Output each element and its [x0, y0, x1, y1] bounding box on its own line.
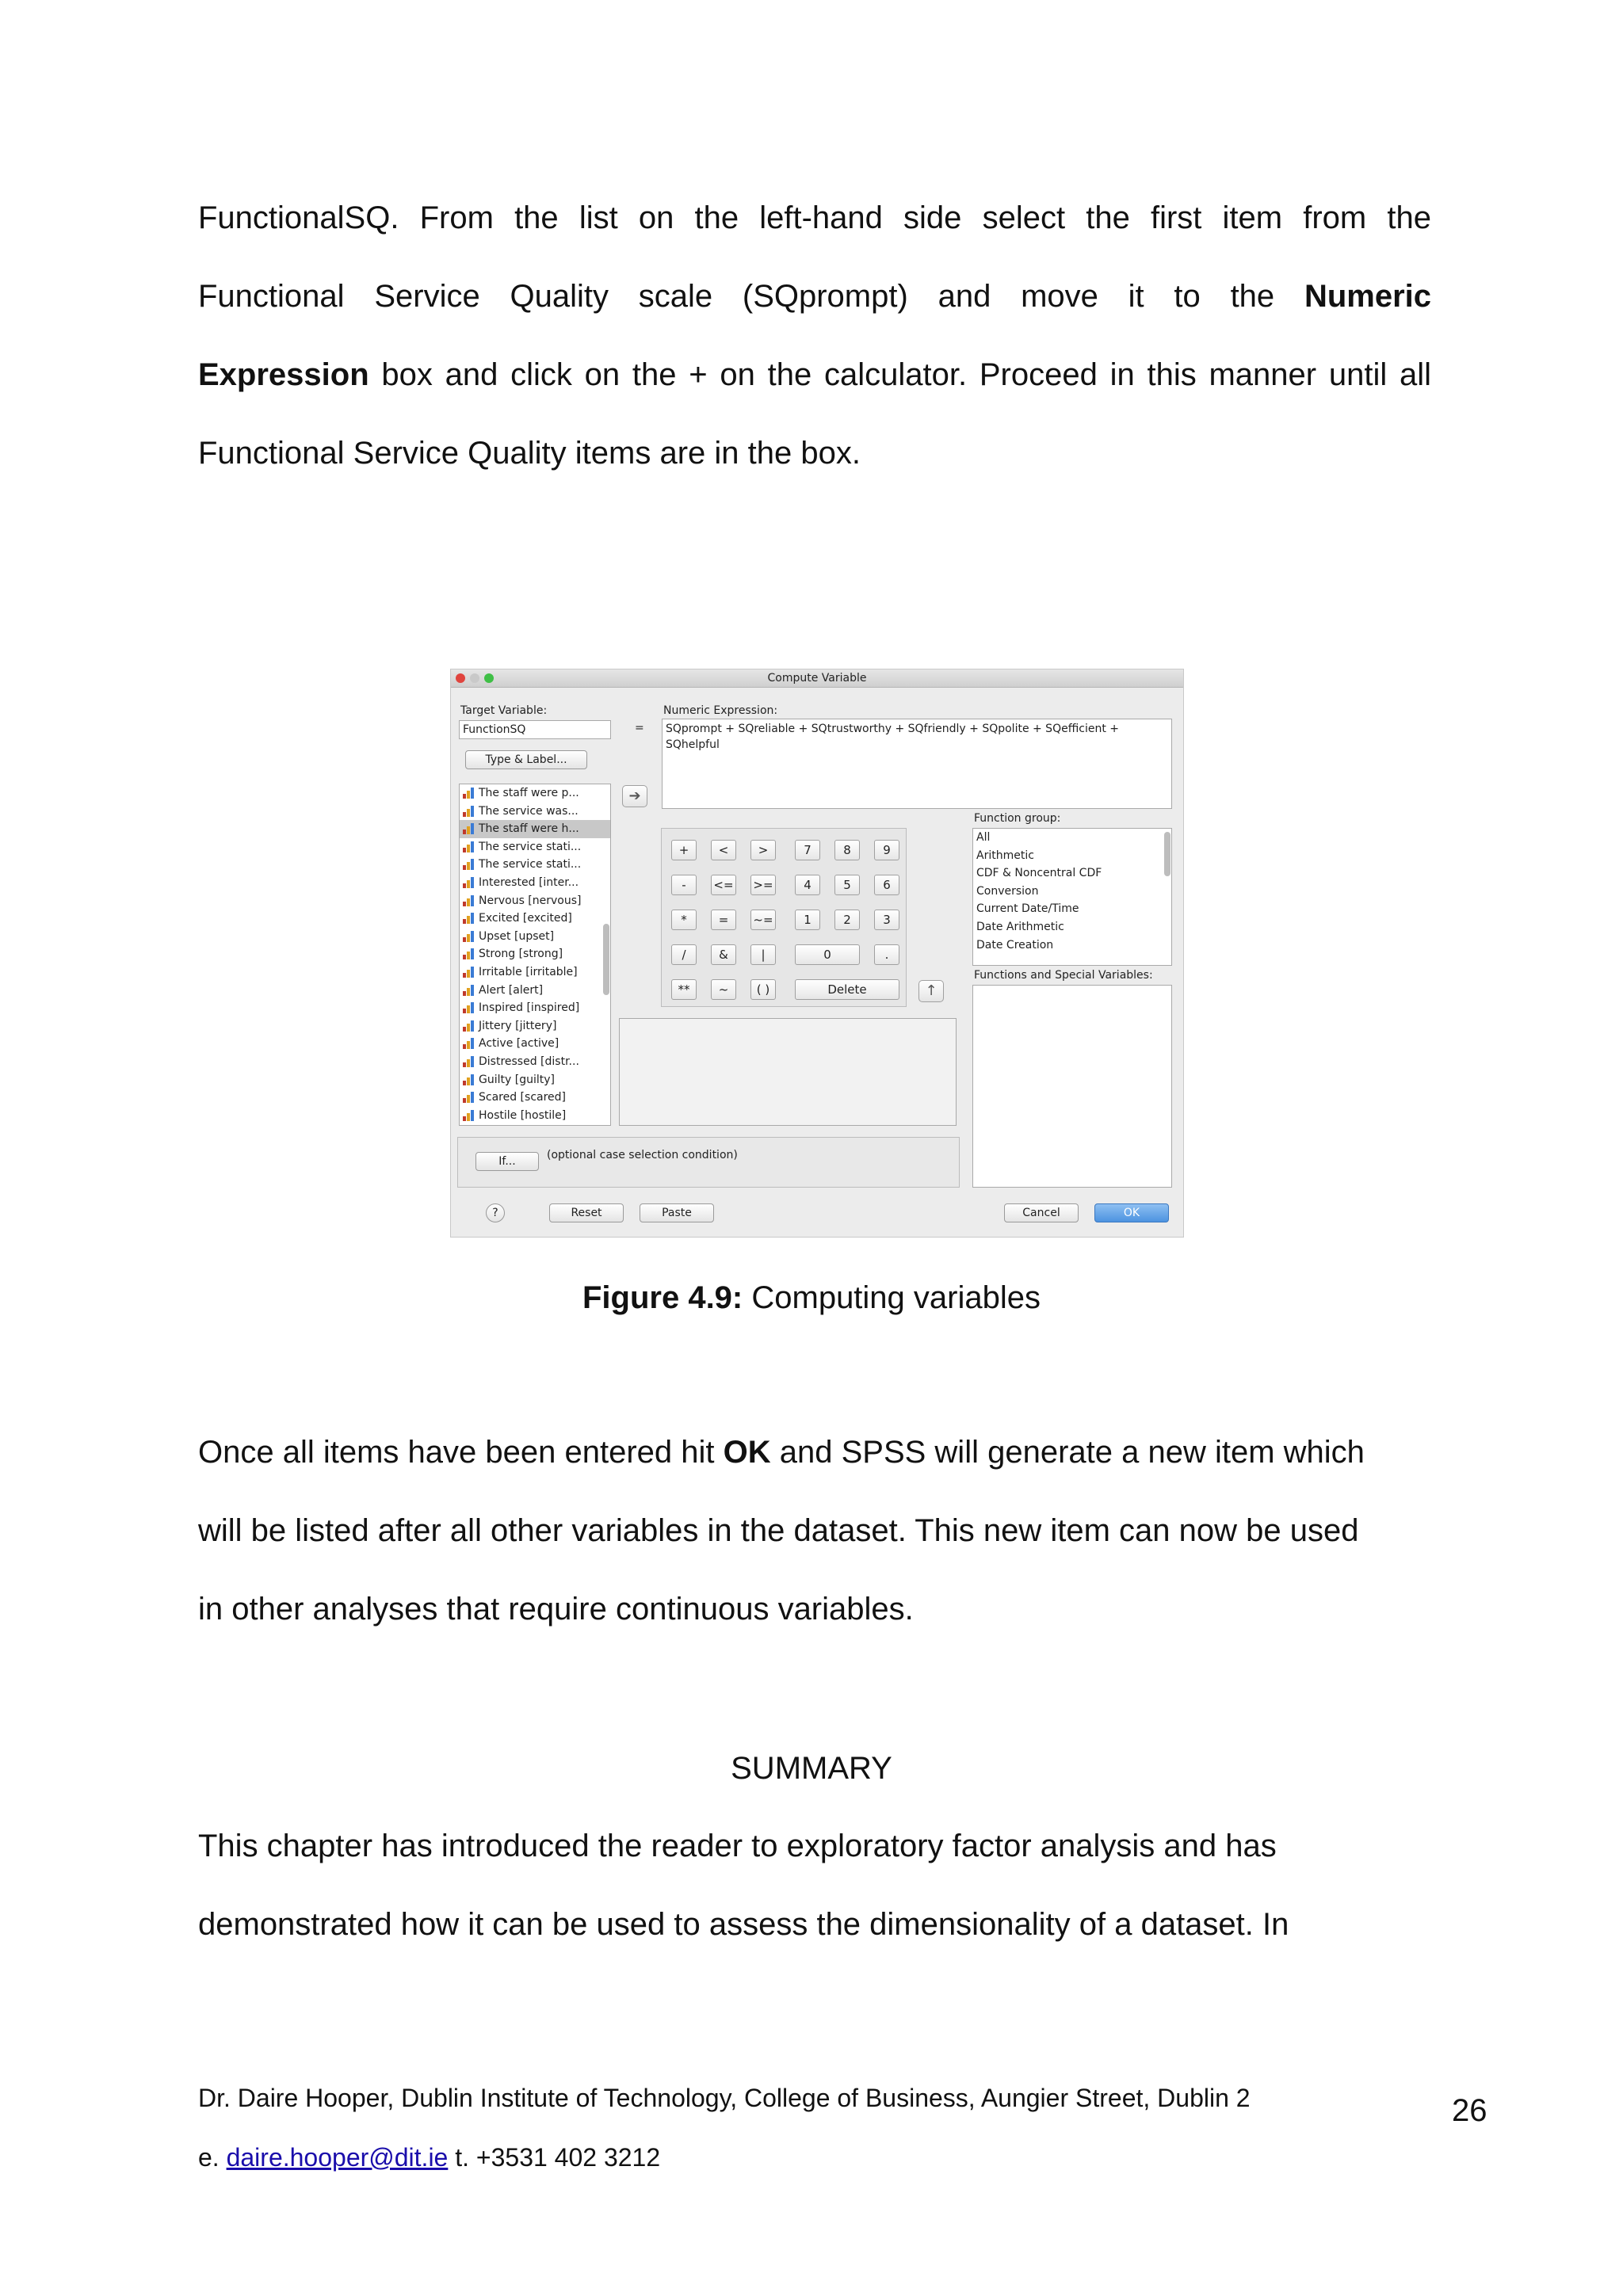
calculator-key[interactable]: 8	[834, 840, 860, 860]
scale-variable-icon	[463, 1110, 475, 1121]
scale-variable-icon	[463, 1092, 475, 1103]
functions-label: Functions and Special Variables:	[974, 969, 1153, 982]
minimize-window-button[interactable]	[470, 673, 479, 683]
scale-variable-icon	[463, 931, 475, 942]
variable-label: The service stati...	[479, 858, 582, 871]
target-variable-input[interactable]: FunctionSQ	[459, 720, 611, 739]
text-line: FunctionalSQ. From the list on the left-hand side select the first item from the	[198, 200, 1431, 235]
calculator-key[interactable]: 4	[795, 875, 820, 895]
variable-label: Excited [excited]	[479, 912, 572, 925]
figure-text: Computing variables	[743, 1280, 1041, 1315]
variable-label: Strong [strong]	[479, 948, 563, 961]
text-line: Once all items have been entered hit OK and SPSS will generate a new item which	[198, 1435, 1365, 1470]
calculator-key[interactable]: **	[671, 979, 697, 1000]
calculator-keypad	[661, 828, 907, 1007]
email-link[interactable]: daire.hooper@dit.ie	[226, 2143, 449, 2172]
variable-list-item[interactable]	[460, 1017, 610, 1035]
scale-variable-icon	[463, 967, 475, 978]
calculator-key[interactable]: 7	[795, 840, 820, 860]
summary-heading: SUMMARY	[731, 1751, 892, 1786]
function-group-item[interactable]: Current Date/Time	[976, 902, 1079, 916]
variable-label: Nervous [nervous]	[479, 894, 582, 907]
variable-list-item[interactable]	[460, 910, 610, 928]
variable-list-item[interactable]	[460, 892, 610, 910]
paste-button[interactable]: Paste	[640, 1203, 714, 1222]
if-condition-caption: (optional case selection condition)	[547, 1149, 738, 1161]
scale-variable-icon	[463, 895, 475, 906]
text-line: Expression box and click on the + on the calculator. Proceed in this manner until all	[198, 357, 1431, 392]
variable-list-item[interactable]	[460, 982, 610, 1000]
calculator-key[interactable]: .	[874, 944, 899, 965]
scale-variable-icon	[463, 913, 475, 924]
calculator-key[interactable]: ( )	[750, 979, 776, 1000]
variable-label: Guilty [guilty]	[479, 1073, 555, 1086]
variable-list-item[interactable]	[460, 963, 610, 982]
function-description-area	[619, 1018, 957, 1126]
reset-button[interactable]: Reset	[549, 1203, 624, 1222]
calculator-key[interactable]: *	[671, 910, 697, 930]
scale-variable-icon	[463, 985, 475, 996]
calculator-key[interactable]: 5	[834, 875, 860, 895]
text-line: will be listed after all other variables in the dataset. This new item can now be used	[198, 1513, 1359, 1548]
dialog-title: Compute Variable	[767, 672, 867, 685]
move-function-up-arrow-icon[interactable]: ↑	[918, 980, 944, 1002]
variable-label: Distressed [distr...	[479, 1055, 579, 1068]
variable-list-item[interactable]	[460, 874, 610, 892]
if-condition-panel	[457, 1137, 960, 1188]
variable-list-item[interactable]	[460, 784, 610, 803]
help-button[interactable]: ?	[486, 1203, 505, 1222]
function-group-item[interactable]: Conversion	[976, 884, 1039, 898]
text-line: demonstrated how it can be used to assess the dimensionality of a dataset. In	[198, 1907, 1289, 1942]
calculator-key[interactable]: 9	[874, 840, 899, 860]
calculator-key[interactable]: <=	[711, 875, 736, 895]
text-line: Functional Service Quality items are in the box.	[198, 436, 861, 471]
calculator-key[interactable]: <	[711, 840, 736, 860]
scale-variable-icon	[463, 788, 475, 799]
function-group-item[interactable]: Date Creation	[976, 938, 1054, 952]
scale-variable-icon	[463, 1074, 475, 1085]
calculator-key[interactable]: ~	[711, 979, 736, 1000]
calculator-key[interactable]: |	[750, 944, 776, 965]
calculator-key[interactable]: +	[671, 840, 697, 860]
variable-label: Upset [upset]	[479, 929, 555, 943]
function-group-item[interactable]: CDF & Noncentral CDF	[976, 867, 1102, 880]
footer-contact: e. daire.hooper@dit.ie t. +3531 402 3212	[198, 2143, 661, 2172]
type-label-button[interactable]: Type & Label...	[465, 750, 587, 769]
variable-list-item[interactable]	[460, 945, 610, 963]
cancel-button[interactable]: Cancel	[1004, 1203, 1079, 1222]
variable-list-item[interactable]	[460, 1071, 610, 1089]
calculator-key[interactable]: 0	[795, 944, 860, 965]
variable-list-scrollbar[interactable]	[603, 924, 609, 995]
variable-list-item[interactable]	[460, 856, 610, 874]
calculator-key[interactable]: >	[750, 840, 776, 860]
zoom-window-button[interactable]	[484, 673, 494, 683]
variable-label: Inspired [inspired]	[479, 1001, 580, 1015]
if-button[interactable]: If...	[475, 1152, 539, 1171]
text-line: Functional Service Quality scale (SQprompt) and move it to the Numeric	[198, 279, 1431, 314]
function-group-item[interactable]: Date Arithmetic	[976, 920, 1064, 933]
variable-list-item[interactable]	[460, 1107, 610, 1125]
calculator-key[interactable]: >=	[750, 875, 776, 895]
numeric-expression-label: Numeric Expression:	[663, 704, 778, 717]
variable-list-item[interactable]	[460, 1053, 610, 1071]
variable-list-item[interactable]	[460, 1035, 610, 1053]
close-window-button[interactable]	[456, 673, 465, 683]
variable-label: Irritable [irritable]	[479, 965, 578, 978]
figure-caption	[0, 1276, 1623, 1320]
variable-list-item[interactable]	[460, 1089, 610, 1107]
variable-label: The service stati...	[479, 840, 582, 853]
numeric-expression-field[interactable]: SQprompt + SQreliable + SQtrustworthy + SQfriendly + SQpolite + SQefficient + SQhelpful	[662, 719, 1172, 809]
target-variable-label: Target Variable:	[460, 704, 548, 717]
calculator-key[interactable]: &	[711, 944, 736, 965]
ok-button[interactable]: OK	[1094, 1203, 1169, 1222]
move-variable-arrow-icon[interactable]: ➔	[622, 785, 647, 807]
scale-variable-icon	[463, 859, 475, 870]
figure-label: Figure 4.9:	[582, 1280, 743, 1315]
variable-label: The staff were h...	[479, 822, 579, 836]
variable-label: The staff were p...	[479, 787, 579, 799]
function-group-label: Function group:	[974, 812, 1061, 825]
variable-label: Scared [scared]	[479, 1091, 567, 1104]
variable-list-item[interactable]	[460, 820, 610, 838]
equals-sign: =	[635, 722, 644, 734]
variable-list-item[interactable]	[460, 803, 610, 821]
compute-variable-dialog	[450, 669, 1184, 1238]
calculator-key[interactable]: /	[671, 944, 697, 965]
page-number: 26	[1452, 2093, 1487, 2128]
scale-variable-icon	[463, 877, 475, 888]
calculator-key[interactable]: 1	[795, 910, 820, 930]
calculator-key[interactable]: ~=	[750, 910, 776, 930]
function-group-item[interactable]: All	[976, 831, 991, 844]
scale-variable-icon	[463, 1056, 475, 1067]
calculator-key[interactable]: 6	[874, 875, 899, 895]
text-line: This chapter has introduced the reader to exploratory factor analysis and has	[198, 1829, 1277, 1863]
variable-list-item[interactable]	[460, 838, 610, 856]
variable-label: Interested [inter...	[479, 875, 579, 889]
variable-list-item[interactable]	[460, 999, 610, 1017]
scale-variable-icon	[463, 1020, 475, 1032]
calculator-key[interactable]: Delete	[795, 979, 899, 1000]
variable-label: The service was...	[479, 804, 579, 818]
function-group-list[interactable]	[972, 828, 1172, 966]
calculator-key[interactable]: -	[671, 875, 697, 895]
scale-variable-icon	[463, 806, 475, 817]
variable-list-item[interactable]	[460, 928, 610, 946]
scale-variable-icon	[463, 841, 475, 852]
scale-variable-icon	[463, 1038, 475, 1049]
calculator-key[interactable]: 3	[874, 910, 899, 930]
calculator-key[interactable]: =	[711, 910, 736, 930]
scale-variable-icon	[463, 823, 475, 834]
variable-list[interactable]	[459, 784, 611, 1126]
functions-list[interactable]	[972, 985, 1172, 1188]
variable-label: Alert [alert]	[479, 983, 544, 997]
scale-variable-icon	[463, 948, 475, 959]
scale-variable-icon	[463, 1002, 475, 1013]
calculator-key[interactable]: 2	[834, 910, 860, 930]
footer-affiliation: Dr. Daire Hooper, Dublin Institute of Technology, College of Business, Aungier Street, Dublin 2	[198, 2084, 1251, 2112]
text-line: in other analyses that require continuous variables.	[198, 1592, 914, 1627]
variable-label: Hostile [hostile]	[479, 1108, 567, 1122]
variable-label: Jittery [jittery]	[479, 1019, 557, 1032]
dialog-titlebar	[451, 669, 1183, 688]
function-group-item[interactable]: Arithmetic	[976, 849, 1034, 862]
variable-label: Active [active]	[479, 1037, 559, 1051]
function-group-scrollbar[interactable]	[1164, 832, 1170, 876]
